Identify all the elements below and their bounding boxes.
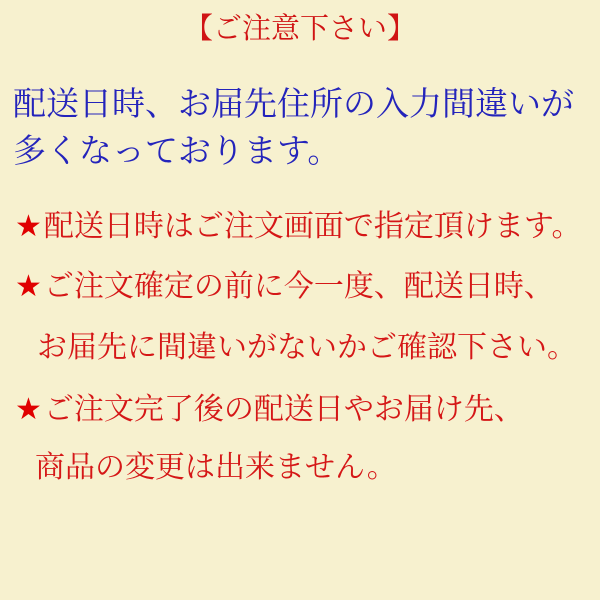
notice-text: ご注文確定の前に今一度、配送日時、	[43, 270, 554, 303]
star-icon: ★	[15, 270, 42, 303]
notice-item-3-line-1	[15, 393, 524, 428]
notice-item-2-line-2: お届先に間違いがないかご確認下さい。	[37, 331, 577, 364]
notice-item-3-line-2: 商品の変更は出来ません。	[35, 451, 397, 484]
notice-text: 配送日時はご注文画面で指定頂けます。	[43, 210, 582, 243]
notice-item-1-line-1	[15, 210, 582, 245]
intro-line-2: 多くなっております。	[13, 132, 341, 169]
notice-item-2-line-1	[15, 270, 554, 305]
notice-title: 【ご注意下さい】	[183, 13, 416, 45]
star-icon: ★	[15, 393, 42, 426]
notice-text: ご注文完了後の配送日やお届け先、	[43, 393, 524, 426]
intro-line-1: 配送日時、お届先住所の入力間違いが	[13, 85, 574, 122]
star-icon: ★	[15, 210, 42, 243]
